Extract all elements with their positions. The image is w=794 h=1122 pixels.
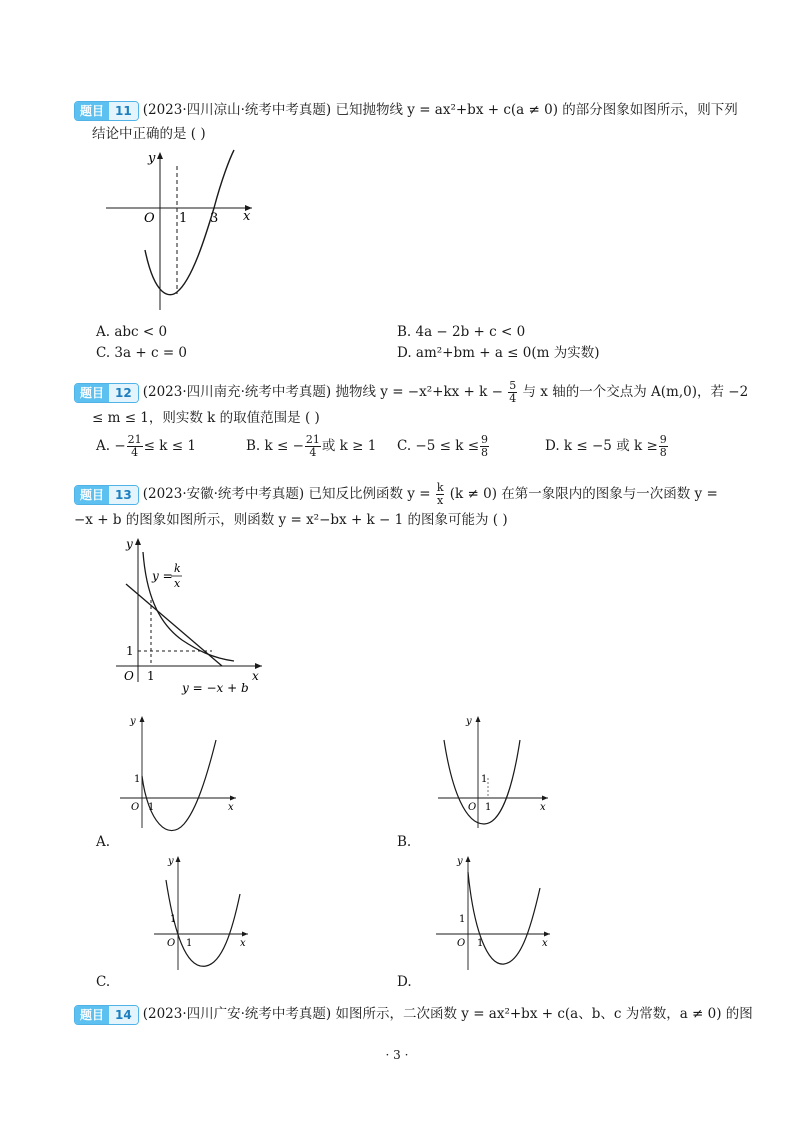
svg-text:O: O: [124, 669, 134, 683]
svg-text:y: y: [457, 856, 463, 867]
fraction: $\frac{k}{x}$: [436, 481, 444, 507]
q11-parabola-graph: [100, 148, 260, 318]
svg-text:1: 1: [481, 774, 488, 785]
q11-option-c[interactable]: C. 3a + c = 0: [96, 345, 188, 361]
svg-text:1: 1: [459, 914, 466, 925]
svg-text:y: y: [148, 151, 156, 166]
question-14-line1: 题目 14 (2023·四川广安·统考中考真题) 如图所示，二次函数 y = ax²+bx + c(a、b、c 为常数，a ≠ 0) 的图: [74, 1004, 753, 1025]
q11-option-b[interactable]: B. 4a − 2b + c < 0: [397, 324, 526, 340]
svg-text:x: x: [243, 209, 251, 224]
svg-text:y =: y =: [152, 569, 173, 583]
q12-option-d[interactable]: D. k ≤ −5 或 k ≥ $\frac{9}{8}$: [545, 433, 667, 459]
question-badge: 题目 13: [74, 485, 139, 505]
svg-text:O: O: [468, 802, 477, 813]
svg-text:1: 1: [148, 802, 155, 813]
svg-text:x: x: [252, 669, 259, 683]
fraction: $\frac{5}{4}$: [509, 379, 517, 405]
question-11-line1: [74, 100, 738, 121]
svg-text:3: 3: [210, 211, 219, 226]
svg-text:1: 1: [186, 938, 193, 949]
svg-text:O: O: [144, 211, 155, 226]
question-11-line2: 结论中正确的是 ( ): [92, 126, 206, 142]
svg-text:O: O: [457, 938, 466, 949]
svg-text:y: y: [466, 716, 472, 727]
q13-option-b-label[interactable]: B.: [397, 834, 412, 850]
svg-text:1: 1: [179, 211, 188, 226]
svg-text:1: 1: [170, 914, 177, 925]
svg-text:x: x: [240, 938, 246, 949]
question-12-line2: ≤ m ≤ 1，则实数 k 的取值范围是 ( ): [92, 410, 320, 426]
svg-text:x: x: [542, 938, 548, 949]
question-badge: 题目 11: [74, 101, 139, 121]
svg-text:1: 1: [147, 669, 155, 683]
question-badge: 题目 12: [74, 383, 139, 403]
q12-option-a[interactable]: A. − $\frac{21}{4}$ ≤ k ≤ 1: [96, 433, 196, 459]
svg-text:y: y: [130, 716, 136, 727]
q13-option-c-graph[interactable]: [150, 852, 260, 972]
svg-text:1: 1: [134, 774, 141, 785]
svg-text:x: x: [174, 577, 181, 590]
q13-function-graph: [112, 532, 272, 702]
q13-option-c-label[interactable]: C.: [96, 974, 111, 990]
svg-text:y: y: [126, 537, 133, 551]
q11-option-a[interactable]: A. abc < 0: [96, 324, 168, 340]
svg-text:1: 1: [485, 802, 492, 813]
question-12-line1: 题目 12 (2023·四川南充·统考中考真题) 抛物线 y = −x²+kx + k − $\frac{5}{4}$ 与 x 轴的一个交点为 A(m,0)，若 −2: [74, 380, 748, 405]
svg-text:1: 1: [126, 644, 134, 658]
question-text: (2023·四川凉山·统考中考真题) 已知抛物线 y = ax²+bx + c(a ≠ 0) 的部分图象如图所示，则下列: [142, 102, 738, 118]
svg-text:y = −x + b: y = −x + b: [182, 681, 249, 695]
q12-option-b[interactable]: B. k ≤ − $\frac{21}{4}$ 或 k ≥ 1: [246, 433, 377, 459]
svg-text:x: x: [540, 802, 546, 813]
question-13-line2: −x + b 的图象如图所示，则函数 y = x²−bx + k − 1 的图象可能为 ( ): [74, 512, 508, 528]
question-13-line1: 题目 13 (2023·安徽·统考中考真题) 已知反比例函数 y = $\frac{k}{x}$ (k ≠ 0) 在第一象限内的图象与一次函数 y =: [74, 482, 718, 507]
q13-option-b-graph[interactable]: [432, 712, 572, 832]
q13-option-d-graph[interactable]: [432, 852, 562, 972]
svg-text:k: k: [174, 562, 181, 575]
svg-text:y: y: [168, 856, 174, 867]
q13-option-d-label[interactable]: D.: [397, 974, 412, 990]
q11-option-d[interactable]: D. am²+bm + a ≤ 0(m 为实数): [397, 345, 600, 361]
svg-text:x: x: [228, 802, 234, 813]
q13-option-a-label[interactable]: A.: [96, 834, 111, 850]
svg-text:1: 1: [477, 938, 484, 949]
svg-text:O: O: [131, 802, 140, 813]
svg-text:O: O: [167, 938, 176, 949]
q12-option-c[interactable]: C. −5 ≤ k ≤ $\frac{9}{8}$: [397, 433, 489, 459]
page-number: · 3 ·: [385, 1048, 409, 1062]
q13-option-a-graph[interactable]: [112, 712, 252, 832]
question-badge: 题目 14: [74, 1005, 139, 1025]
